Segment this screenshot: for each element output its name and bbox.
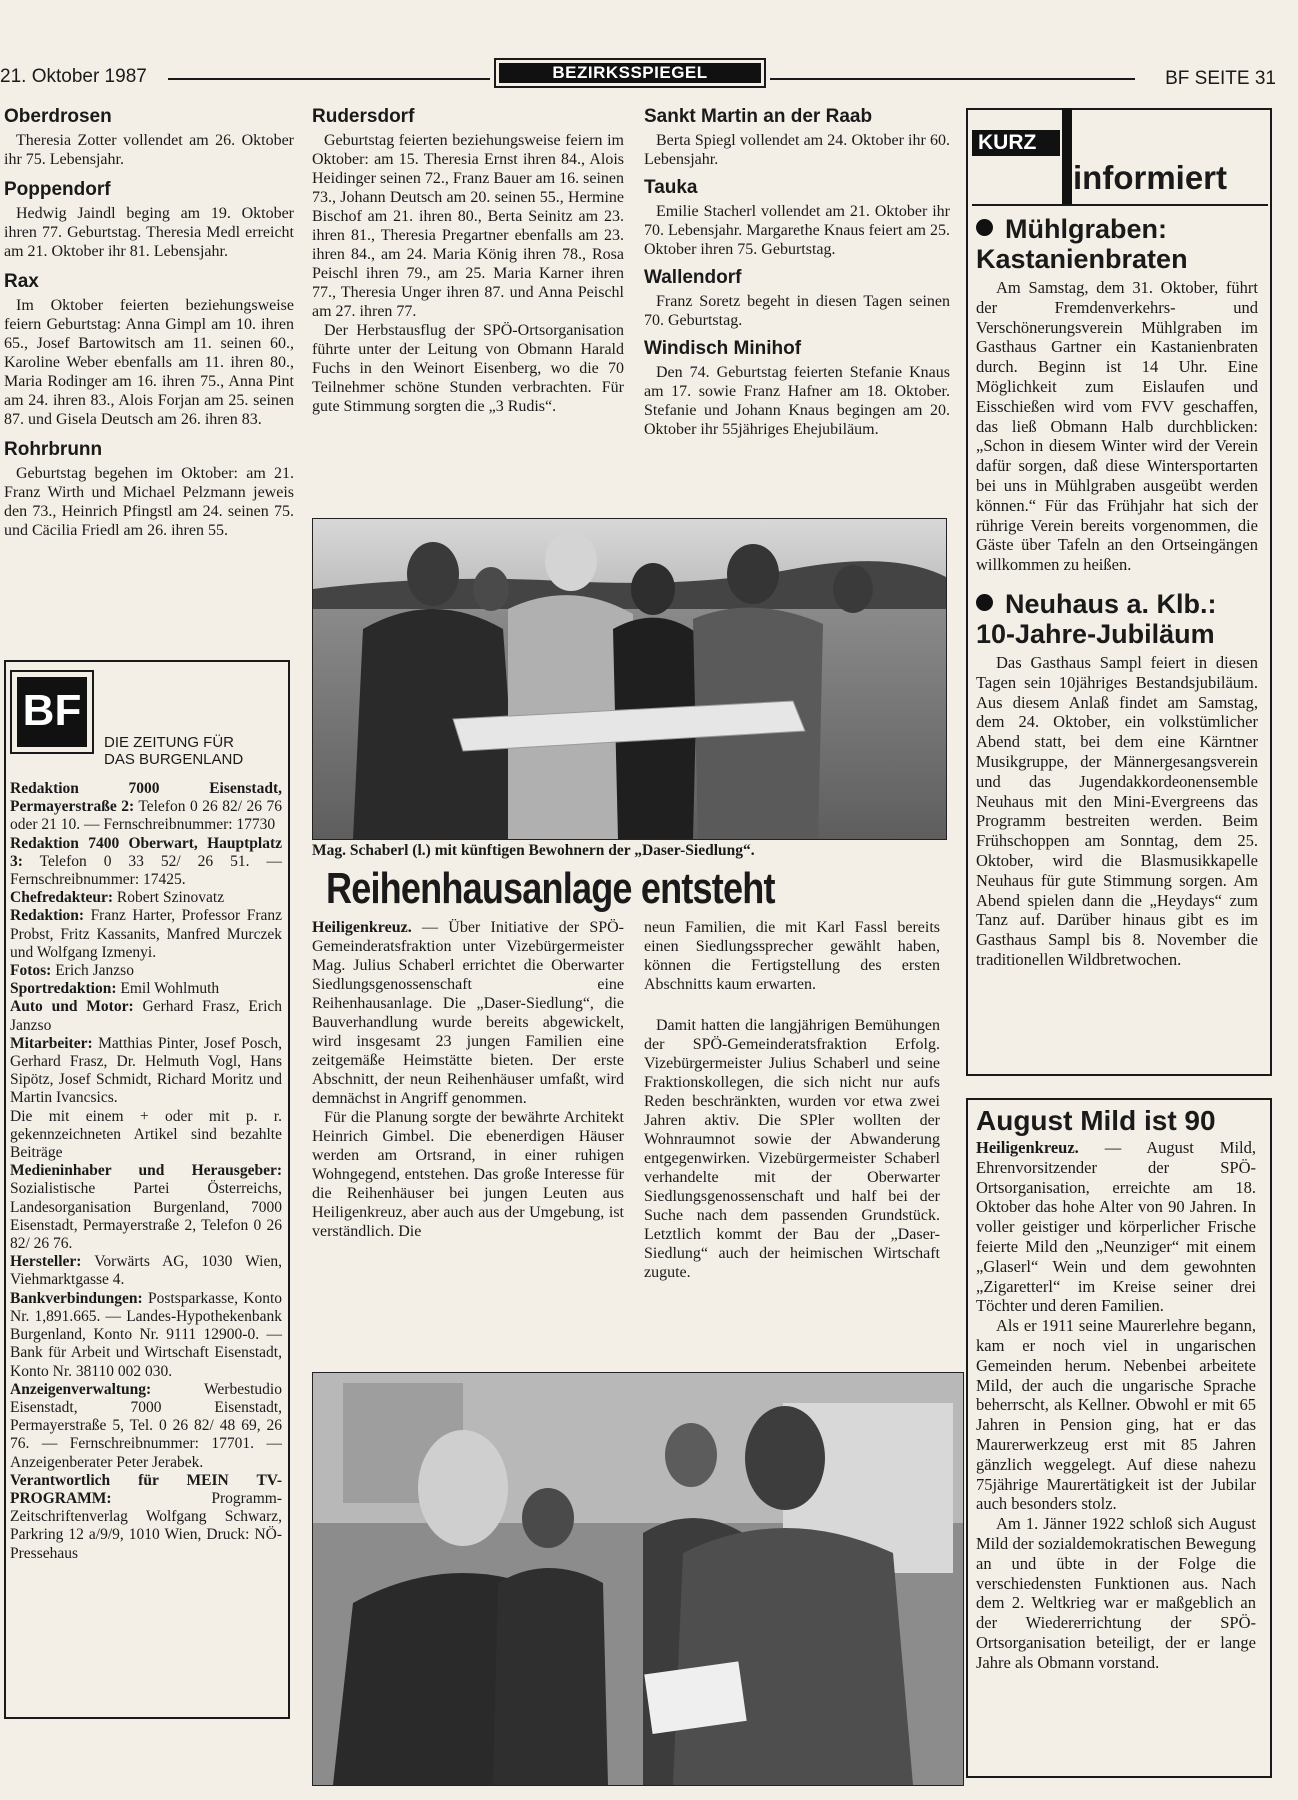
header-rule-left xyxy=(168,78,490,80)
article-dateline: Heiligenkreuz. xyxy=(976,1138,1079,1157)
item-text: Der Herbstausflug der SPÖ-Ortsorganisation führte unter der Leitung von Obmann Harald Fuchs in den Weinort Eisenberg, wo die 70 Teilnehmer schöne Stunden verbrachten. Für gute Stimmung sorgten die „3 Rudis“. xyxy=(312,322,624,415)
item-heading: Tauka xyxy=(644,177,698,198)
impressum-line: Redaktion: Franz Harter, Professor Franz Probst, Fritz Kassanits, Manfred Murczek und Wolfgang Izmenyi. xyxy=(10,907,282,961)
kurz-items xyxy=(976,214,1258,970)
impressum-line: Medieninhaber und Herausgeber: Sozialistische Partei Österreichs, Landesorganisation Burgenland, 7000 Eisenstadt, Permayerstraße 2, Telefon 0 26 82/ 26 76. xyxy=(10,1162,282,1253)
impressum-line: Bankverbindungen: Postsparkasse, Konto Nr. 1,891.665. — Landes-Hypothekenbank Burgenland, Konto Nr. 9111 12900-0. — Bank für Arbeit und Wirtschaft Eisenstadt, Konto Nr. 38110 002 030. xyxy=(10,1289,282,1380)
bf-logo-text: BF xyxy=(17,677,87,747)
kurz-heading: Neuhaus a. Klb.: xyxy=(976,589,1258,619)
item-sankt-martin xyxy=(644,106,950,169)
item-text: Hedwig Jaindl beging am 19. Oktober ihren 77. Geburtstag. Theresia Medl erreicht am 21. Oktober ihr 81. Lebensjahr. xyxy=(4,205,294,260)
item-heading: Rax xyxy=(4,271,39,292)
item-heading: Rudersdorf xyxy=(312,106,415,127)
item-text: Berta Spiegl vollendet am 24. Oktober ihr 60. Lebensjahr. xyxy=(644,132,950,168)
impressum-text xyxy=(10,768,282,1563)
impressum-line: Redaktion 7000 Eisenstadt, Permayerstraße 2: Telefon 0 26 82/ 26 76 oder 21 10. — Fernschreibnummer: 17730 xyxy=(10,780,283,834)
item-text: Franz Soretz begeht in diesen Tagen seinen 70. Geburtstag. xyxy=(644,293,950,329)
item-text: Geburtstag feierten beziehungsweise feiern im Oktober: am 15. Theresia Ernst ihren 84., Alois Heidinger seinen 72., Franz Bauer am 16. seinen 73., Johann Deutsch am 20. seinen 55., Hermine Bischof am 21. ihren 80., Berta Seinitz am 23. ihren 81., Theresia Pregartner ebenfalls am 23. ihren 84., am 24. Maria König ihren 78., Rosa Peischl ihren 79., am 25. Maria Karner ihren 77., Theresia Unger ihren 87. und Anna Peischl am 27. ihren 77. xyxy=(312,132,624,320)
issue-date: 21. Oktober 1987 xyxy=(0,66,147,87)
header-rule-right xyxy=(770,78,1135,80)
item-text: Theresia Zotter vollendet am 26. Oktober ihr 75. Lebensjahr. xyxy=(4,132,294,168)
item-rohrbrunn xyxy=(4,439,294,540)
impressum-box xyxy=(4,660,290,1719)
item-tauka xyxy=(644,177,950,259)
mild-headline: August Mild ist 90 xyxy=(976,1105,1216,1136)
photo-caption: Mag. Schaberl (l.) mit künftigen Bewohnern der „Daser-Siedlung“. xyxy=(312,842,755,859)
impressum-line: Redaktion 7400 Oberwart, Hauptplatz 3: Telefon 0 33 52/ 26 51. — Fernschreibnummer: 17425. xyxy=(10,834,282,889)
item-windisch-minihof xyxy=(644,338,950,439)
photo-group-with-plan xyxy=(313,519,946,839)
section-label-box xyxy=(494,58,766,88)
item-heading: Windisch Minihof xyxy=(644,338,802,359)
impressum-line: Mitarbeiter: Matthias Pinter, Josef Posch, Gerhard Frasz, Dr. Helmuth Vogl, Hans Sipötz, Josef Schmidt, Richard Moritz und Martin Ivancsics. xyxy=(10,1034,282,1107)
article-paragraph: Für die Planung sorgte der bewährte Architekt Heinrich Gimbel. Die ebenerdigen Häuser werden am Ortsrand, in einer ruhigen Wohngegend, entstehen. Das große Interesse für die Reihenhäuser bei jungen Leuten aus Heiligenkreuz, aber auch aus der Umgebung, ist verständlich. Die xyxy=(312,1109,624,1240)
impressum-line: Fotos: Erich Janzso xyxy=(10,962,134,980)
tagline-line-1: DIE ZEITUNG FÜR xyxy=(104,734,234,751)
main-headline: Reihenhausanlage entsteht xyxy=(326,864,775,913)
kurz-item-neuhaus xyxy=(976,589,1258,970)
photo-august-mild xyxy=(312,1372,964,1786)
item-text: Geburtstag begehen im Oktober: am 21. Franz Wirth und Michael Pelzmann jeweis den 73., Heinrich Pfingstl am 24. seinen 75. und Cäcilia Friedl am 26. ihren 55. xyxy=(4,465,294,539)
article-paragraph: Heiligenkreuz. — August Mild, Ehrenvorsitzender der SPÖ-Ortsorganisation, erreichte am 18. Oktober das hohe Alter von 90 Jahren. In voller geistiger und körperlicher Frische feierte Mild den „Neunziger“ mit einem „Glaserl“ Wein und dem gewohnten „Zigaretterl“ im Kreise seiner drei Töchter und deren Familien. xyxy=(976,1138,1256,1316)
item-rax xyxy=(4,271,294,429)
kurz-label: KURZ xyxy=(972,130,1060,156)
photo-handshake xyxy=(313,1373,963,1785)
item-poppendorf xyxy=(4,179,294,261)
impressum-line: Sportredaktion: Emil Wohlmuth xyxy=(10,980,220,998)
kurz-bar xyxy=(1062,108,1072,204)
impressum-line: Die mit einem + oder mit p. r. gekennzeichneten Artikel sind bezahlte Beiträge xyxy=(10,1107,282,1162)
item-heading: Rohrbrunn xyxy=(4,439,103,460)
kurz-text: Am Samstag, dem 31. Oktober, führt der Fremdenverkehrs- und Verschönerungsverein Mühlgraben im Gasthaus Gartner ein Kastanienbraten durch. Beginn ist 14 Uhr. Eine Möglichkeit zum Eislaufen und Eisschießen wird vom FVV geschaffen, das ließ Obmann Halb durchblicken: „Schon in diesem Winter wird der Verein dafür sorgen, daß diese Wintersportarten bei uns in Mühlgraben ausgeübt werden können.“ Für das Frühjahr hat sich der rührige Verein bereits vorgenommen, die Gäste über Tafeln an den Ortseingängen willkommen zu heißen. xyxy=(976,278,1258,575)
item-heading: Oberdrosen xyxy=(4,106,112,127)
impressum-line: Auto und Motor: Gerhard Frasz, Erich Janzso xyxy=(10,998,282,1034)
item-oberdrosen xyxy=(4,106,294,169)
item-text: Den 74. Geburtstag feierten Stefanie Knaus am 17. sowie Franz Hafner am 18. Oktober. Stefanie und Johann Knaus begingen am 20. Oktober ihr 55jähriges Ehejubiläum. xyxy=(644,364,950,438)
impressum-line: Anzeigenverwaltung: Werbestudio Eisenstadt, 7000 Eisenstadt, Permayerstraße 5, Tel. 0 26 82/ 48 69, 26 76. — Fernschreibnummer: 17701. — Anzeigenberater Peter Jerabek. xyxy=(10,1380,282,1471)
tagline-line-2: DAS BURGENLAND xyxy=(104,751,244,768)
item-heading: Wallendorf xyxy=(644,267,742,288)
kurz-item-muehlgraben xyxy=(976,214,1258,575)
column-2 xyxy=(312,106,624,422)
column-1 xyxy=(4,106,294,546)
article-paragraph: Heiligenkreuz. — Über Initiative der SPÖ-Gemeinderatsfraktion unter Vizebürgermeister Mag. Julius Schaberl errichtet die Oberwarter Siedlungsgenossenschaft eine Reihenhausanlage. Die „Daser-Siedlung“, die Bauverhandlung wurde bereits abgewickelt, wird insgesamt 23 jungen Familien eine zeitgemäße Heimstätte bieten. Der erste Abschnitt, der neun Reihenhäuser umfaßt, wird demnächst in Angriff genommen. xyxy=(312,919,624,1107)
item-heading: Sankt Martin an der Raab xyxy=(644,106,873,127)
article-paragraph: Damit hatten die langjährigen Bemühungen der SPÖ-Gemeinderatsfraktion Erfolg. Vizebürgermeister Julius Schaberl und seine Fraktionskollegen, die sich nicht nur aufs Reden beschränkten, wurden vor etwa zwei Jahren aktiv. Die SPler wollten der Wohnraumnot sowie der Abwanderung entgegenwirken. Vizebürgermeister Schaberl verhandelte mit der Oberwarter Siedlungsgenossenschaft und half bei der Suche nach dem passenden Grundstück. Letztlich kommt der Bau der „Daser-Siedlung“ auch der heimischen Wirtschaft zugute. xyxy=(644,1017,940,1281)
kurz-title: informiert xyxy=(1073,159,1228,196)
kurz-divider xyxy=(972,204,1268,206)
bullet-icon xyxy=(976,219,993,236)
kurz-subheading: Kastanienbraten xyxy=(976,244,1188,274)
kurz-subheading: 10-Jahre-Jubiläum xyxy=(976,618,1215,649)
article-dateline: Heiligenkreuz. xyxy=(312,919,412,936)
page-number: BF SEITE 31 xyxy=(1165,68,1276,89)
main-article-right xyxy=(644,918,940,1288)
mild-article xyxy=(976,1106,1256,1673)
column-3 xyxy=(644,106,950,445)
article-paragraph: Am 1. Jänner 1922 schloß sich August Mild der sozialdemokratischen Bewegung an und übte in der Folge die verschiedensten Funktionen aus. Nach dem 2. Weltkrieg war er maßgeblich an der Wiedererrichtung der SPÖ-Ortsorganisation beteiligt, der er lange Jahre als Obmann vorstand. xyxy=(976,1514,1256,1672)
bf-tagline xyxy=(104,670,282,768)
impressum-line: Chefredakteur: Robert Szinovatz xyxy=(10,889,225,907)
main-article-left xyxy=(312,918,624,1247)
section-label: BEZIRKSSPIEGEL xyxy=(499,63,761,83)
article-paragraph: neun Familien, die mit Karl Fassl bereits einen Siedlungssprecher gewählt haben, können die Fertigstellung des ersten Abschnitts kaum erwarten. xyxy=(644,919,940,993)
impressum-line: Verantwortlich für MEIN TV-PROGRAMM: Programm-Zeitschriftenverlag Wolfgang Schwarz, Parkring 12 a/9/9, 1010 Wien, Druck: NÖ-Pressehaus xyxy=(10,1471,282,1562)
photo-daser-siedlung xyxy=(312,518,947,840)
item-text: Emilie Stacherl vollendet am 21. Oktober ihr 70. Lebensjahr. Margarethe Knaus feiert am 25. Oktober ihren 75. Geburtstag. xyxy=(644,203,950,258)
item-heading: Poppendorf xyxy=(4,179,111,200)
kurz-text: Das Gasthaus Sampl feiert in diesen Tagen sein 10jähriges Bestandsjubiläum. Aus diesem Anlaß findet am Samstag, dem 24. Oktober, ein volkstümlicher Abend statt, bei dem eine Kärntner Musikgruppe, der Männergesangsverein und das Jugendakkordeonensemble Neuhaus mit den Mini-Evergreens das Programm bestreiten werden. Beim Frühschoppen am Sonntag, dem 25. Oktober, wird die Blasmusikkapelle Neuhaus für gute Stimmung sorgen. Am Abend spielen dann die „Heydays“ zum Tanz auf. Darüber hinaus gibt es im Gasthaus Sampl bis 8. November die traditionellen Wildbretwochen. xyxy=(976,652,1258,969)
bf-logo xyxy=(10,670,94,754)
item-text: Im Oktober feierten beziehungsweise feiern Geburtstag: Anna Gimpl am 10. ihren 65., Josef Bartowitsch am 11. seinen 60., Karoline Weber ebenfalls am 11. ihren 80., Maria Rodinger am 16. ihren 75., Anna Pint am 24. ihren 83., Alois Forjan am 25. seinen 87. und Gisela Deutsch am 26. ihren 83. xyxy=(4,297,294,428)
kurz-heading: Mühlgraben: xyxy=(976,214,1258,244)
impressum-line: Hersteller: Vorwärts AG, 1030 Wien, Viehmarktgasse 4. xyxy=(10,1253,282,1289)
article-paragraph: Als er 1911 seine Maurerlehre begann, kam er noch viel in ungarischen Gemeinden herum. Nebenbei arbeitete Mild, der auch die ungarische Sprache beherrscht, als Kellner. Obwohl er mit 65 Jahren in Pension ging, hat er das Maurerwerkzeug erst mit 85 Jahren gänzlich weggelegt. Auf diese nahezu 75jährige Maurertätigkeit ist der Jubilar auch besonders stolz. xyxy=(976,1316,1256,1514)
item-wallendorf xyxy=(644,267,950,330)
bullet-icon xyxy=(976,594,993,611)
